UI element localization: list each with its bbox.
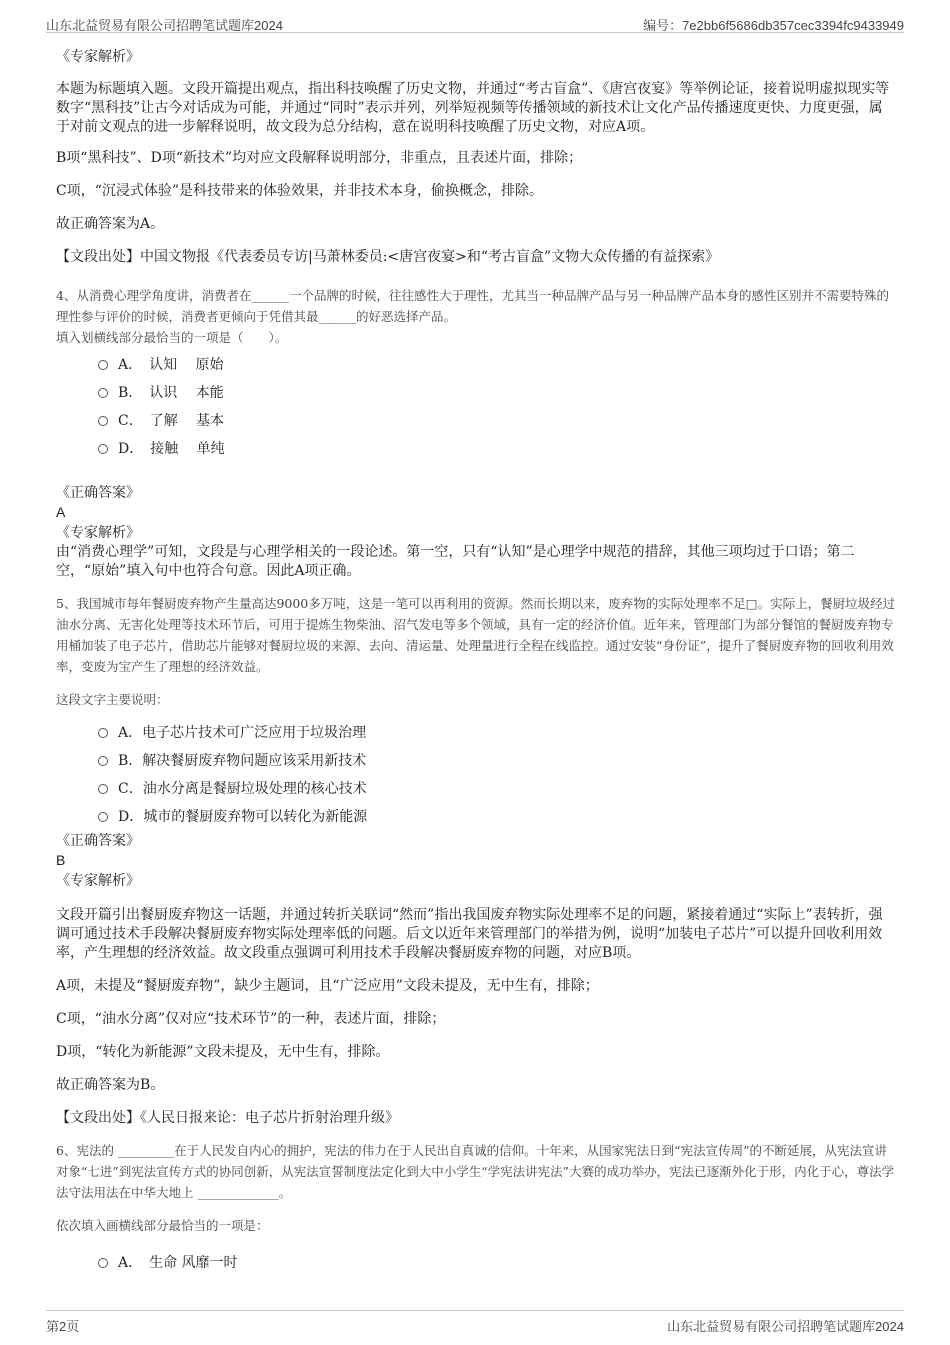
- q4-answer: A: [56, 504, 66, 520]
- q5-conclusion: 故正确答案为B。: [56, 1077, 165, 1093]
- footer-title: 山东北益贸易有限公司招聘笔试题库2024: [667, 1319, 904, 1334]
- q5-option-c[interactable]: [56, 774, 896, 802]
- q5-analysis-para-1: 文段开篇引出餐厨废弃物这一话题，并通过转折关联词“然而”指出我国废弃物实际处理率不足的问题，紧接着通过“实际上”表转折，强调可通过技术手段解决餐厨废弃物实际处理率低的问题。后文以近年来管理部门的举措为例，说明“加装电子芯片”可以提升回收利用效率，产生理想的经济效益。故文段重点强调可利用技术手段解决餐厨废弃物的问题，对应B项。: [56, 907, 883, 961]
- q4-option-a[interactable]: [56, 350, 896, 378]
- radio-icon[interactable]: [98, 756, 108, 766]
- q3-analysis-title: 《专家解析》: [56, 49, 140, 65]
- q3-analysis-para-2: B项“黑科技”、D项“新技术”均对应文段解释说明部分，非重点，且表述片面，排除；: [56, 150, 583, 166]
- page-header: [46, 10, 904, 33]
- q5-analysis-para-3: C项，“油水分离”仅对应“技术环节”的一种，表述片面，排除；: [56, 1011, 446, 1027]
- q5-stem: 5、我国城市每年餐厨废弃物产生量高达9000多万吨，这是一笔可以再利用的资源。然而长期以来，废弃物的实际处理率不足□。实际上，餐厨垃圾经过油水分离、无害化处理等技术环节后，可用于提炼生物柴油、沼气发电等多个领域，具有一定的经济价值。近年来，管理部门为部分餐馆的餐厨废弃物专用桶加装了电子芯片，借助芯片能够对餐厨垃圾的来源、去向、清运量、处理量进行全程在线监控。通过安装“身份证”，提升了餐厨废弃物的回收利用效率，变废为宝产生了理想的经济效益。: [56, 596, 896, 674]
- page-number: 第2页: [46, 1319, 80, 1334]
- q6-options: [56, 1248, 896, 1276]
- option-label: D． 接触 单纯: [118, 441, 225, 457]
- option-label: D．城市的餐厨废弃物可以转化为新能源: [118, 809, 368, 825]
- q4-prompt: 填入划横线部分最恰当的一项是（ ）。: [56, 330, 288, 345]
- radio-icon[interactable]: [98, 812, 108, 822]
- q5-answer-title: 《正确答案》: [56, 833, 140, 849]
- q5-options: [56, 718, 896, 830]
- q5-analysis-para-4: D项，“转化为新能源”文段未提及，无中生有，排除。: [56, 1044, 390, 1060]
- header-title: 山东北益贸易有限公司招聘笔试题库2024: [46, 18, 283, 33]
- radio-icon[interactable]: [98, 388, 108, 398]
- q5-prompt: 这段文字主要说明：: [56, 692, 169, 707]
- q3-source: 【文段出处】中国文物报《代表委员专访|马萧林委员:<唐宫夜宴>和“考古盲盒”文物大众传播的有益探索》: [56, 249, 720, 265]
- page-content: [56, 42, 896, 1276]
- radio-icon[interactable]: [98, 784, 108, 794]
- option-label: A． 认知 原始: [118, 357, 224, 373]
- q3-analysis-para-1: 本题为标题填入题。文段开篇提出观点，指出科技唤醒了历史文物，并通过“考古盲盒”、《唐宫夜宴》等举例论证，接着说明虚拟现实等数字“黑科技”让古今对话成为可能，并通过“同时”表示并列，列举短视频等传播领域的新技术让文化产品传播速度更快、力度更强，属于对前文观点的进一步解释说明，故文段为总分结构，意在说明科技唤醒了历史文物，对应A项。: [56, 81, 890, 135]
- option-label: C． 了解 基本: [118, 413, 225, 429]
- radio-icon[interactable]: [98, 360, 108, 370]
- option-label: C．油水分离是餐厨垃圾处理的核心技术: [118, 781, 367, 797]
- option-label: B．解决餐厨废弃物问题应该采用新技术: [118, 753, 367, 769]
- q4-analysis-title: 《专家解析》: [56, 525, 140, 541]
- q5-option-d[interactable]: [56, 802, 896, 830]
- q4-stem: 4、从消费心理学角度讲，消费者在______一个品牌的时候，往往感性大于理性，尤其当一种品牌产品与另一种品牌产品本身的感性区别并不需要特殊的理性参与评价的时候，消费者更倾向于凭借其最______的好恶选择产品。: [56, 288, 889, 324]
- q4-option-b[interactable]: [56, 378, 896, 406]
- q5-source: 【文段出处】《人民日报来论：电子芯片折射治理升级》: [56, 1110, 399, 1126]
- page-footer: [46, 1310, 904, 1335]
- radio-icon[interactable]: [98, 416, 108, 426]
- q4-option-d[interactable]: [56, 434, 896, 462]
- radio-icon[interactable]: [98, 1258, 108, 1268]
- q6-prompt: 依次填入画横线部分最恰当的一项是：: [56, 1218, 269, 1233]
- q3-conclusion: 故正确答案为A。: [56, 216, 165, 232]
- q5-option-b[interactable]: [56, 746, 896, 774]
- q4-analysis: 由“消费心理学”可知，文段是与心理学相关的一段论述。第一空，只有“认知”是心理学中规范的措辞，其他三项均过于口语；第二空，“原始”填入句中也符合句意。因此A项正确。: [56, 544, 855, 579]
- option-label: A．电子芯片技术可广泛应用于垃圾治理: [118, 725, 367, 741]
- q4-option-c[interactable]: [56, 406, 896, 434]
- radio-icon[interactable]: [98, 728, 108, 738]
- header-doc-id: 编号：7e2bb6f5686db357cec3394fc9433949: [643, 18, 904, 33]
- option-label: B． 认识 本能: [118, 385, 224, 401]
- q5-answer: B: [56, 852, 66, 868]
- q3-analysis-para-3: C项，“沉浸式体验”是科技带来的体验效果，并非技术本身，偷换概念，排除。: [56, 183, 544, 199]
- q5-option-a[interactable]: [56, 718, 896, 746]
- q5-analysis-title: 《专家解析》: [56, 873, 140, 889]
- radio-icon[interactable]: [98, 444, 108, 454]
- q4-options: [56, 350, 896, 462]
- q6-option-a[interactable]: [56, 1248, 896, 1276]
- q5-analysis-para-2: A项，未提及“餐厨废弃物”，缺少主题词，且“广泛应用”文段未提及，无中生有，排除；: [56, 978, 599, 994]
- q6-stem: 6、宪法的 _________在于人民发自内心的拥护，宪法的伟力在于人民出自真诚的信仰。十年来，从国家宪法日到“宪法宣传周”的不断延展，从宪法宣讲对象“七进”到宪法宣传方式的协同创新，从宪法宣誓制度法定化到大中小学生“学宪法讲宪法”大赛的成功举办，宪法已逐渐外化于形，内化于心，尊法学法守法用法在中华大地上 _____________。: [56, 1143, 895, 1200]
- option-label: A． 生命 风靡一时: [118, 1255, 238, 1271]
- q4-answer-title: 《正确答案》: [56, 485, 140, 501]
